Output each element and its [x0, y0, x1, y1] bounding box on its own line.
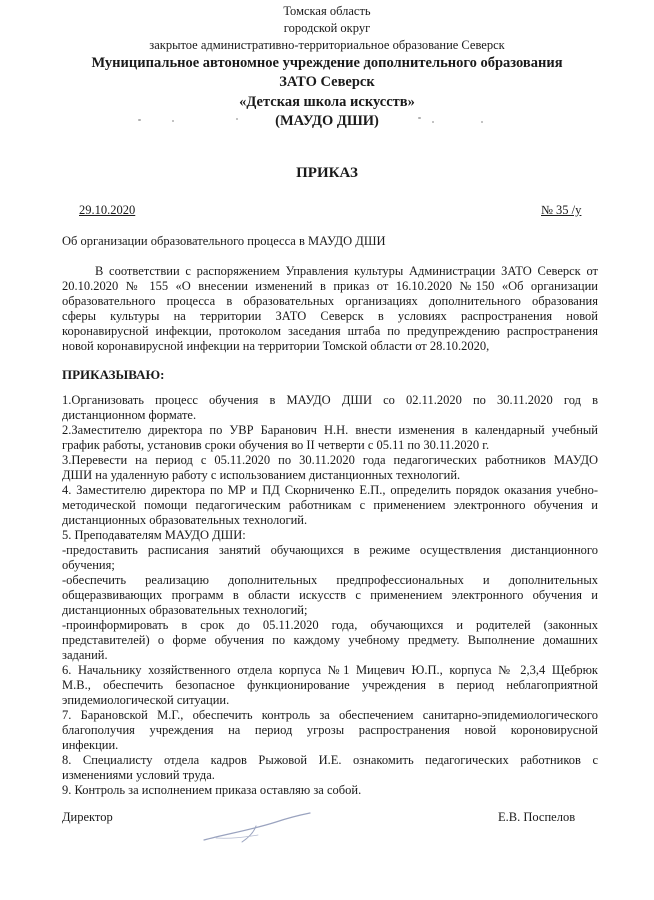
order-subject: Об организации образовательного процесса в МАУДО ДШИ	[62, 234, 386, 248]
order-item-line: эпидемиологической ситуации.	[62, 693, 230, 707]
header-region: Томская область	[283, 4, 371, 18]
scan-speck	[236, 118, 238, 120]
scan-speck	[481, 121, 483, 123]
order-subitem-line: общеразвивающих программ в области искусств с применением электронного обучения и	[62, 588, 598, 602]
document-title: ПРИКАЗ	[296, 165, 358, 181]
order-item-line: методической помощи педагогическим работникам с применением электронного обучения и	[62, 498, 598, 512]
signature-name: Е.В. Поспелов	[498, 810, 576, 824]
header-district: городской округ	[283, 21, 371, 35]
order-item-line: изменениями условий труда.	[62, 768, 215, 782]
header-territory: закрытое административно-территориальное образование Северск	[149, 38, 505, 52]
header-abbr: (МАУДО ДШИ)	[275, 113, 379, 129]
order-subitem-line: -предоставить расписания занятий обучающихся в режиме осуществления дистанционного	[62, 543, 598, 557]
order-item-line: 5. Преподавателям МАУДО ДШИ:	[62, 528, 246, 542]
scan-speck	[172, 120, 174, 122]
order-subitem-line: обучения;	[62, 558, 115, 572]
preamble-line: сферы культуры на территории ЗАТО Северск в условиях распространения новой	[62, 309, 598, 323]
order-item-line: 7. Барановской М.Г., обеспечить контроль за обеспечением санитарно-эпидемиологического	[62, 708, 598, 722]
preamble-line: коронавирусной инфекции, протоколом заседания штаба по предупреждению распространения	[62, 324, 598, 338]
preamble-line: 20.10.2020 № 155 «О внесении изменений в приказ от 16.10.2020 №150 «Об организации	[62, 279, 598, 293]
order-item-line: благополучия учреждения на период угрозы распространения новой короновирусной	[62, 723, 598, 737]
scan-speck	[138, 119, 141, 121]
order-item-line: дистанционном формате.	[62, 408, 197, 422]
header-city: ЗАТО Северск	[279, 74, 375, 90]
preamble-line: новой коронавирусной инфекции на территории Томской области от 28.10.2020,	[62, 339, 490, 353]
order-item-line: 2.Заместителю директора по УВР Баранович Н.Н. внести изменения в календарный учебный	[62, 423, 598, 437]
order-item-line: дистанционных образовательных технологий.	[62, 513, 308, 527]
preamble-line: В соответствии с распоряжением Управления культуры Администрации ЗАТО Северск от	[95, 264, 598, 278]
order-item-line: 3.Перевести на период с 05.11.2020 по 30.11.2020 года педагогических работников МАУДО	[62, 453, 598, 467]
order-item-line: 8. Специалисту отдела кадров Рыжовой И.Е. ознакомить педагогических работников с	[62, 753, 598, 767]
scan-speck	[432, 121, 434, 123]
order-item-line: 4. Заместителю директора по МР и ПД Скорниченко Е.П., определить порядок оказания учебно-	[62, 483, 598, 497]
order-item-line: ДШИ на удаленную работу с использованием дистанционных технологий.	[62, 468, 461, 482]
order-item-line: М.В., обеспечить безопасное функционирование учреждения в период неблагоприятной	[62, 678, 598, 692]
signature-position: Директор	[62, 810, 113, 824]
order-subitem-line: дистанционных образовательных технологий;	[62, 603, 308, 617]
order-subitem-line: представителей) о форме обучения по каждому учебному предмету. Выполнение домашних	[62, 633, 598, 647]
order-subitem-line: -проинформировать в срок до 05.11.2020 года, обучающихся и родителей (законных	[62, 618, 598, 632]
order-item-line: инфекции.	[62, 738, 119, 752]
order-item-line: график работы, установив сроки обучения во II четверти с 05.11 по 30.11.2020 г.	[62, 438, 490, 452]
order-item-line: 1.Организовать процесс обучения в МАУДО ДШИ со 02.11.2020 по 30.11.2020 год в	[62, 393, 598, 407]
order-number: № 35 /у	[541, 203, 582, 217]
order-subitem-line: -обеспечить реализацию дополнительных предпрофессиональных и дополнительных	[62, 573, 598, 587]
order-item-line: 9. Контроль за исполнением приказа оставляю за собой.	[62, 783, 362, 797]
order-date: 29.10.2020	[79, 203, 136, 217]
header-school: «Детская школа искусств»	[239, 94, 415, 110]
header-institution: Муниципальное автономное учреждение дополнительного образования	[91, 55, 563, 71]
order-subitem-line: заданий.	[62, 648, 108, 662]
scan-speck	[418, 117, 421, 119]
preamble-line: образовательного процесса в образовательных организациях дополнительного образования	[62, 294, 598, 308]
handwritten-signature	[196, 808, 316, 848]
order-heading: ПРИКАЗЫВАЮ:	[62, 367, 165, 382]
order-item-line: 6. Начальнику хозяйственного отдела корпуса №1 Мицевич Ю.П., корпуса № 2,3,4 Щебрюк	[62, 663, 598, 677]
